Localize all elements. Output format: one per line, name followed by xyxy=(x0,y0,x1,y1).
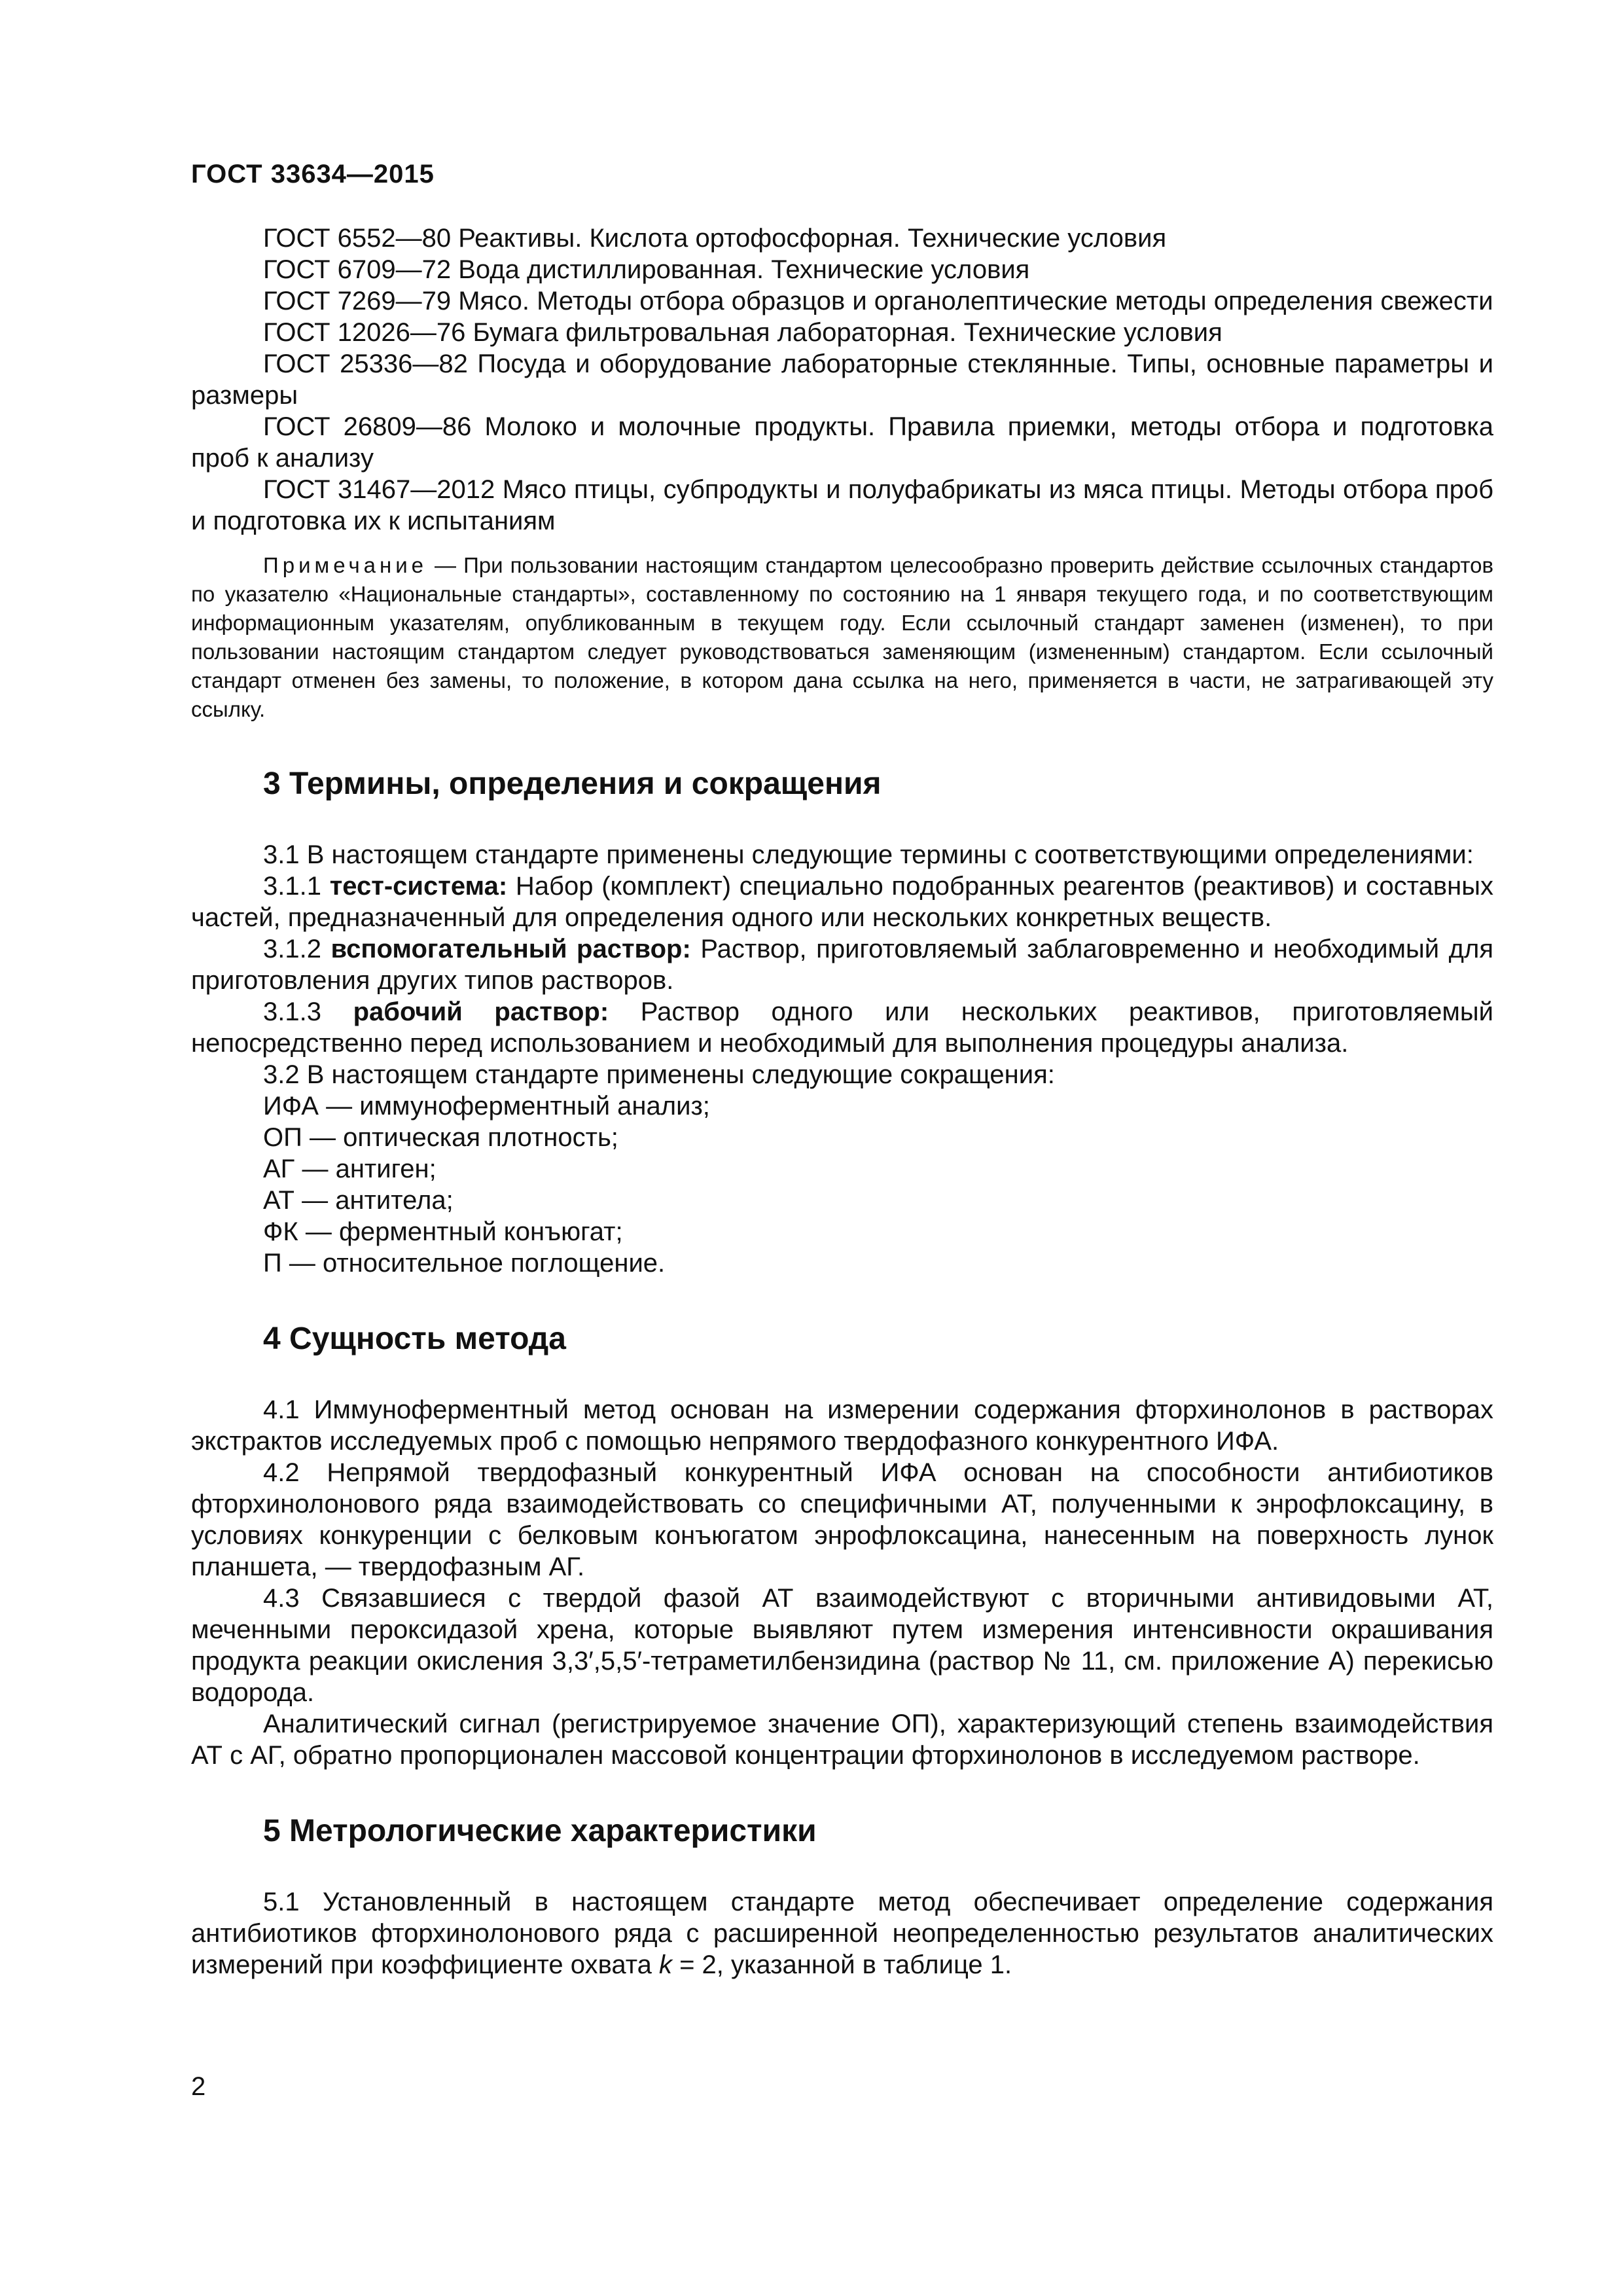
reference-item xyxy=(191,254,1493,285)
reference-code: ГОСТ 31467—2012 xyxy=(263,475,495,504)
term-name: рабочий раствор: xyxy=(353,997,609,1026)
document-content xyxy=(191,223,1493,1981)
paragraph-4-1: 4.1 Иммуноферментный метод основан на измерении содержания фторхинолонов в растворах экстрактов исследуемых проб с помощью непрямого твердофазного конкурентного ИФА. xyxy=(191,1395,1493,1456)
reference-code: ГОСТ 12026—76 xyxy=(263,318,466,347)
normative-references xyxy=(191,223,1493,537)
note-text: — При пользовании настоящим стандартом целесообразно проверить действие ссылочных стандартов по указателю «Национальные стандарты», составленному по состоянию на 1 января текущего года, и по соответствующим информационным указателям, опубликованным в текущем году. Если ссылочный стандарт заменен (изменен), то при пользовании настоящим стандартом следует руководствоваться заменяющим (измененным) стандартом. Если ссылочный стандарт отменен без замены, то положение, в котором дана ссылка на него, применяется в части, не затрагивающей эту ссылку. xyxy=(191,553,1493,721)
term-definition: Набор (комплект) специально подобранных реагентов (реактивов) и составных частей, предназначенный для определения одного или нескольких конкретных веществ. xyxy=(191,872,1493,932)
term-item xyxy=(191,933,1493,996)
reference-code: ГОСТ 25336—82 xyxy=(263,350,468,378)
term-definition: Раствор одного или нескольких реактивов, приготовляемый непосредственно перед использованием и необходимый для выполнения процедуры анализа. xyxy=(191,997,1493,1058)
section-5-title: 5 Метрологические характеристики xyxy=(263,1814,817,1848)
term-item xyxy=(191,870,1493,933)
term-item xyxy=(191,996,1493,1059)
paragraph-3-1: 3.1 В настоящем стандарте применены следующие термины с соответствующими определениями: xyxy=(263,840,1474,869)
reference-item xyxy=(191,411,1493,474)
abbreviation-item: ОП — оптическая плотность; xyxy=(263,1123,618,1152)
reference-code: ГОСТ 7269—79 xyxy=(263,287,452,315)
reference-item xyxy=(191,317,1493,348)
paragraph-analytical-signal: Аналитический сигнал (регистрируемое значение ОП), характеризующий степень взаимодействия АТ с АГ, обратно пропорционален массовой концентрации фторхинолонов в исследуемом растворе. xyxy=(191,1710,1493,1770)
page-number: 2 xyxy=(191,2072,206,2101)
reference-item xyxy=(191,223,1493,254)
abbreviation-item: ФК — ферментный конъюгат; xyxy=(263,1217,623,1246)
term-definition: Раствор, приготовляемый заблаговременно и необходимый для приготовления других типов растворов. xyxy=(191,935,1493,995)
term-name: вспомогательный раствор: xyxy=(330,935,691,963)
reference-code: ГОСТ 6552—80 xyxy=(263,224,452,253)
term-number: 3.1.2 xyxy=(263,935,321,963)
term-number: 3.1.3 xyxy=(263,997,321,1026)
reference-title: Посуда и оборудование лабораторные стеклянные. Типы, основные параметры и размеры xyxy=(191,350,1493,410)
paragraph-4-2: 4.2 Непрямой твердофазный конкурентный ИФА основан на способности антибиотиков фторхинолонового ряда взаимодействовать со специфичными АТ, полученными к энрофлоксацину, в условиях конкуренции с белковым конъюгатом энрофлоксацина, нанесенным на поверхность лунок планшета, — твердофазным АГ. xyxy=(191,1458,1493,1581)
reference-title: Мясо птицы, субпродукты и полуфабрикаты из мяса птицы. Методы отбора проб и подготовка их к испытаниям xyxy=(191,475,1493,535)
reference-code: ГОСТ 6709—72 xyxy=(263,255,452,284)
reference-item xyxy=(191,348,1493,411)
reference-item xyxy=(191,285,1493,317)
section-3-title: 3 Термины, определения и сокращения xyxy=(263,766,882,801)
paragraph-5-1-text: 5.1 Установленный в настоящем стандарте метод обеспечивает определение содержания антибиотиков фторхинолонового ряда с расширенной неопределенностью результатов аналитических измерений при коэффициенте охвата xyxy=(191,1888,1493,1979)
reference-title: Молоко и молочные продукты. Правила приемки, методы отбора и подготовка проб к анализу xyxy=(191,412,1493,473)
coverage-factor-symbol: k xyxy=(658,1950,672,1979)
reference-item xyxy=(191,474,1493,537)
reference-title: Реактивы. Кислота ортофосфорная. Технические условия xyxy=(458,224,1167,253)
paragraph-5-1 xyxy=(191,1886,1493,1981)
reference-title: Бумага фильтровальная лабораторная. Технические условия xyxy=(473,318,1222,347)
note-label: Примечание xyxy=(263,553,428,577)
term-name: тест-система: xyxy=(329,872,508,901)
paragraph-5-1-end: = 2, указанной в таблице 1. xyxy=(671,1950,1012,1979)
section-4-title: 4 Сущность метода xyxy=(263,1321,566,1356)
reference-title: Мясо. Методы отбора образцов и органолептические методы определения свежести xyxy=(458,287,1493,315)
note-paragraph xyxy=(191,551,1493,724)
abbreviation-item: ИФА — иммуноферментный анализ; xyxy=(263,1092,710,1121)
document-header: ГОСТ 33634—2015 xyxy=(191,160,435,188)
abbreviation-item: АТ — антитела; xyxy=(263,1186,454,1215)
abbreviation-item: П — относительное поглощение. xyxy=(263,1249,666,1278)
reference-title: Вода дистиллированная. Технические условия xyxy=(458,255,1030,284)
paragraph-4-3: 4.3 Связавшиеся с твердой фазой АТ взаимодействуют с вторичными антивидовыми АТ, меченными пероксидазой хрена, которые выявляют путем измерения интенсивности окрашивания продукта реакции окисления 3,3′,5,5′-тетраметилбензидина (раствор № 11, см. приложение А) перекисью водорода. xyxy=(191,1584,1493,1707)
term-number: 3.1.1 xyxy=(263,872,321,901)
paragraph-3-2: 3.2 В настоящем стандарте применены следующие сокращения: xyxy=(263,1060,1055,1089)
abbreviation-item: АГ — антиген; xyxy=(263,1155,437,1183)
reference-code: ГОСТ 26809—86 xyxy=(263,412,472,441)
